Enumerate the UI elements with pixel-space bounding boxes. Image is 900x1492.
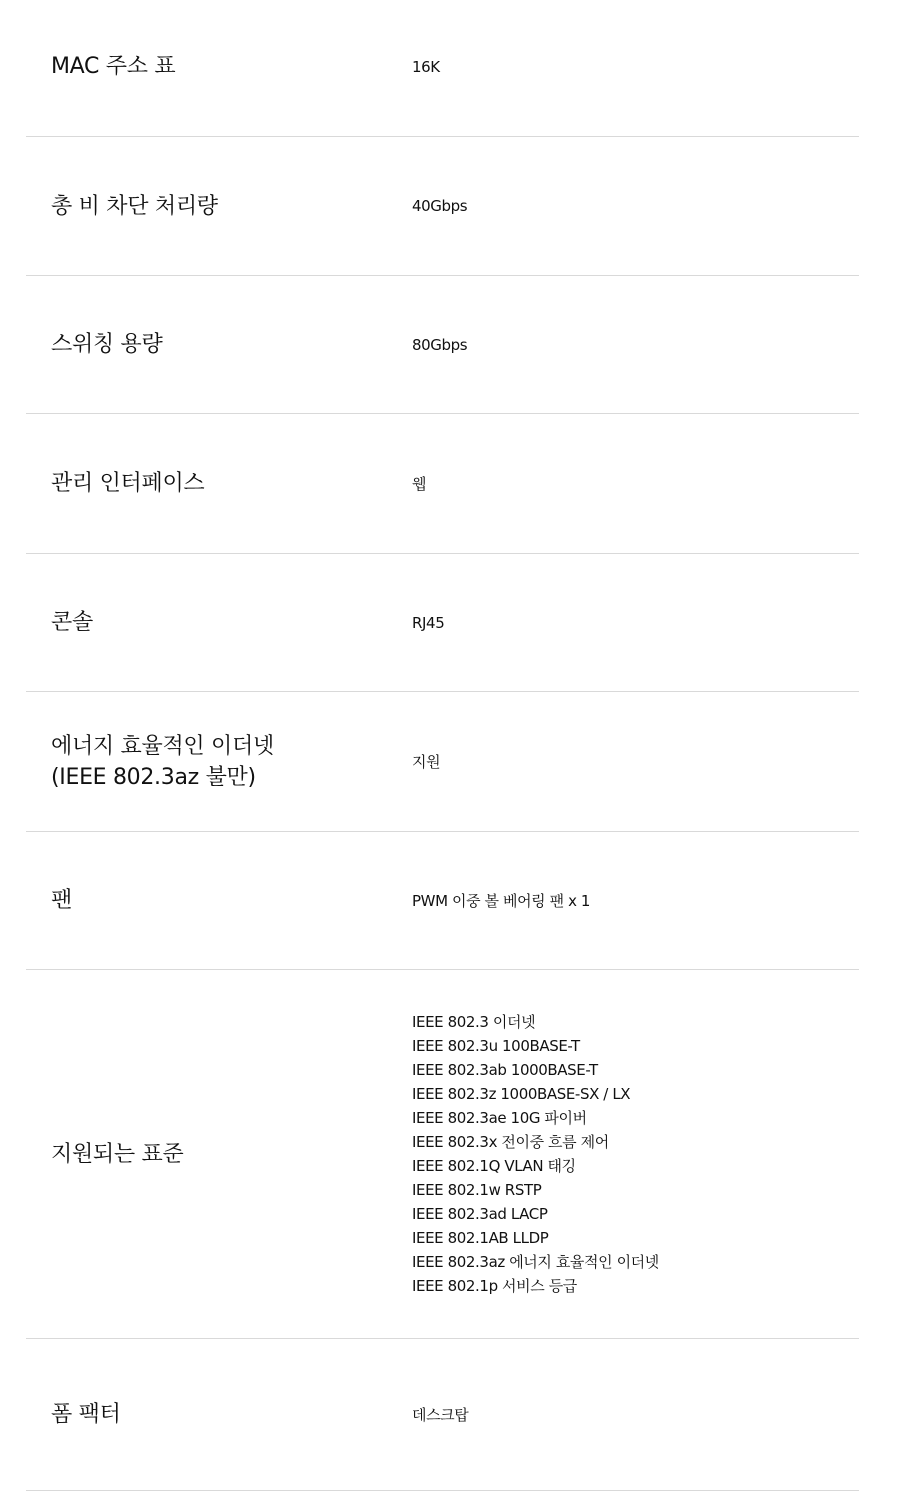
spec-value: [412, 0, 440, 133]
spec-value: [412, 692, 440, 831]
spec-value-line: IEEE 802.3ab 1000BASE-T: [412, 1061, 598, 1079]
spec-label: MAC 주소 표: [51, 54, 176, 79]
spec-value-line: IEEE 802.1AB LLDP: [412, 1229, 549, 1247]
spec-value-line: IEEE 802.1p 서비스 등급: [412, 1277, 577, 1295]
spec-row-switching-capacity: [26, 276, 859, 414]
spec-value-line: IEEE 802.3az 에너지 효율적인 이더넷: [412, 1253, 659, 1271]
spec-row-management-interface: [26, 414, 859, 554]
spec-label: 에너지 효율적인 이더넷 (IEEE 802.3az 불만): [51, 733, 274, 790]
spec-value: [412, 554, 444, 691]
spec-value-line: 지원: [412, 752, 441, 771]
spec-row-console: [26, 554, 859, 692]
spec-label: 총 비 차단 처리량: [51, 193, 218, 219]
spec-value-line: 80Gbps: [412, 335, 468, 354]
spec-value-line: PWM 이중 볼 베어링 팬 x 1: [412, 891, 591, 910]
spec-value-line: 데스크탑: [412, 1405, 469, 1424]
spec-value-line: IEEE 802.1w RSTP: [412, 1181, 542, 1199]
spec-value-line: IEEE 802.3z 1000BASE-SX / LX: [412, 1085, 631, 1103]
spec-value-line: IEEE 802.1Q VLAN 태깅: [412, 1157, 576, 1175]
spec-value-line: RJ45: [412, 613, 445, 632]
spec-row-form-factor: [26, 1339, 859, 1491]
spec-row-throughput: [26, 137, 859, 276]
spec-label: 관리 인터페이스: [51, 471, 205, 496]
spec-value: [412, 832, 590, 969]
spec-row-mac-table: [26, 0, 859, 137]
spec-label: 스위칭 용량: [51, 332, 163, 357]
spec-value-line: IEEE 802.3ae 10G 파이버: [412, 1109, 587, 1127]
spec-value-line: 16K: [412, 57, 440, 76]
spec-value: [412, 276, 467, 413]
spec-value-line: IEEE 802.3x 전이중 흐름 제어: [412, 1133, 609, 1151]
spec-value-line: 웹: [412, 474, 427, 493]
spec-value-line: IEEE 802.3ad LACP: [412, 1205, 548, 1223]
spec-value-line: IEEE 802.3 이더넷: [412, 1013, 536, 1031]
spec-value-list: [412, 970, 659, 1338]
spec-value: [412, 414, 426, 553]
spec-row-energy-efficient-ethernet: [26, 692, 859, 832]
spec-label: 폼 팩터: [51, 1402, 121, 1427]
spec-value-line: IEEE 802.3u 100BASE-T: [412, 1037, 580, 1055]
spec-value: [412, 137, 467, 275]
spec-label: 팬: [51, 888, 72, 913]
spec-label: 콘솔: [51, 610, 93, 635]
spec-row-supported-standards: [26, 970, 859, 1339]
spec-value: [412, 1339, 468, 1490]
spec-label: 지원되는 표준: [51, 1141, 184, 1167]
spec-value-line: 40Gbps: [412, 197, 468, 215]
spec-row-fan: [26, 832, 859, 970]
